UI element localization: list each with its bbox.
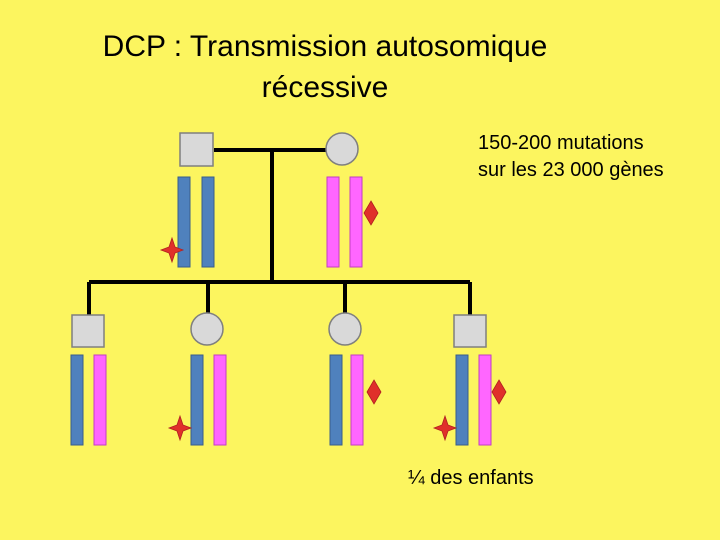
chromosome-blue — [456, 355, 468, 445]
mutation-diamond-icon — [367, 380, 381, 404]
chromosome-pink — [479, 355, 491, 445]
female-symbol — [191, 313, 223, 345]
male-symbol — [180, 133, 213, 166]
slide-title-line-2: récessive — [261, 71, 389, 104]
chromosome-pink — [94, 355, 106, 445]
mutation-star-icon — [434, 416, 456, 440]
chromosome-blue — [330, 355, 342, 445]
mother — [326, 133, 378, 267]
slide-title-line-1: DCP : Transmission autosomique — [102, 30, 548, 63]
father — [161, 133, 214, 267]
chromosome-pink — [350, 177, 362, 267]
chromosome-blue — [191, 355, 203, 445]
child-3 — [329, 313, 381, 445]
child-1 — [71, 315, 106, 445]
chromosome-pink — [214, 355, 226, 445]
chromosome-blue — [71, 355, 83, 445]
mutations-note-line-2: sur les 23 000 gènes — [478, 159, 664, 181]
male-symbol — [454, 315, 486, 347]
mutation-diamond-icon — [492, 380, 506, 404]
chromosome-blue — [202, 177, 214, 267]
female-symbol — [329, 313, 361, 345]
chromosome-pink — [327, 177, 339, 267]
male-symbol — [72, 315, 104, 347]
child-2 — [169, 313, 226, 445]
pedigree-lines — [89, 150, 470, 315]
female-symbol — [326, 133, 358, 165]
fraction-note: ¼ des enfants — [408, 467, 534, 489]
mutations-note-line-1: 150-200 mutations — [478, 132, 644, 154]
mutation-star-icon — [169, 416, 191, 440]
chromosome-pink — [351, 355, 363, 445]
chromosome-blue — [178, 177, 190, 267]
mutation-diamond-icon — [364, 201, 378, 225]
child-4 — [434, 315, 506, 445]
